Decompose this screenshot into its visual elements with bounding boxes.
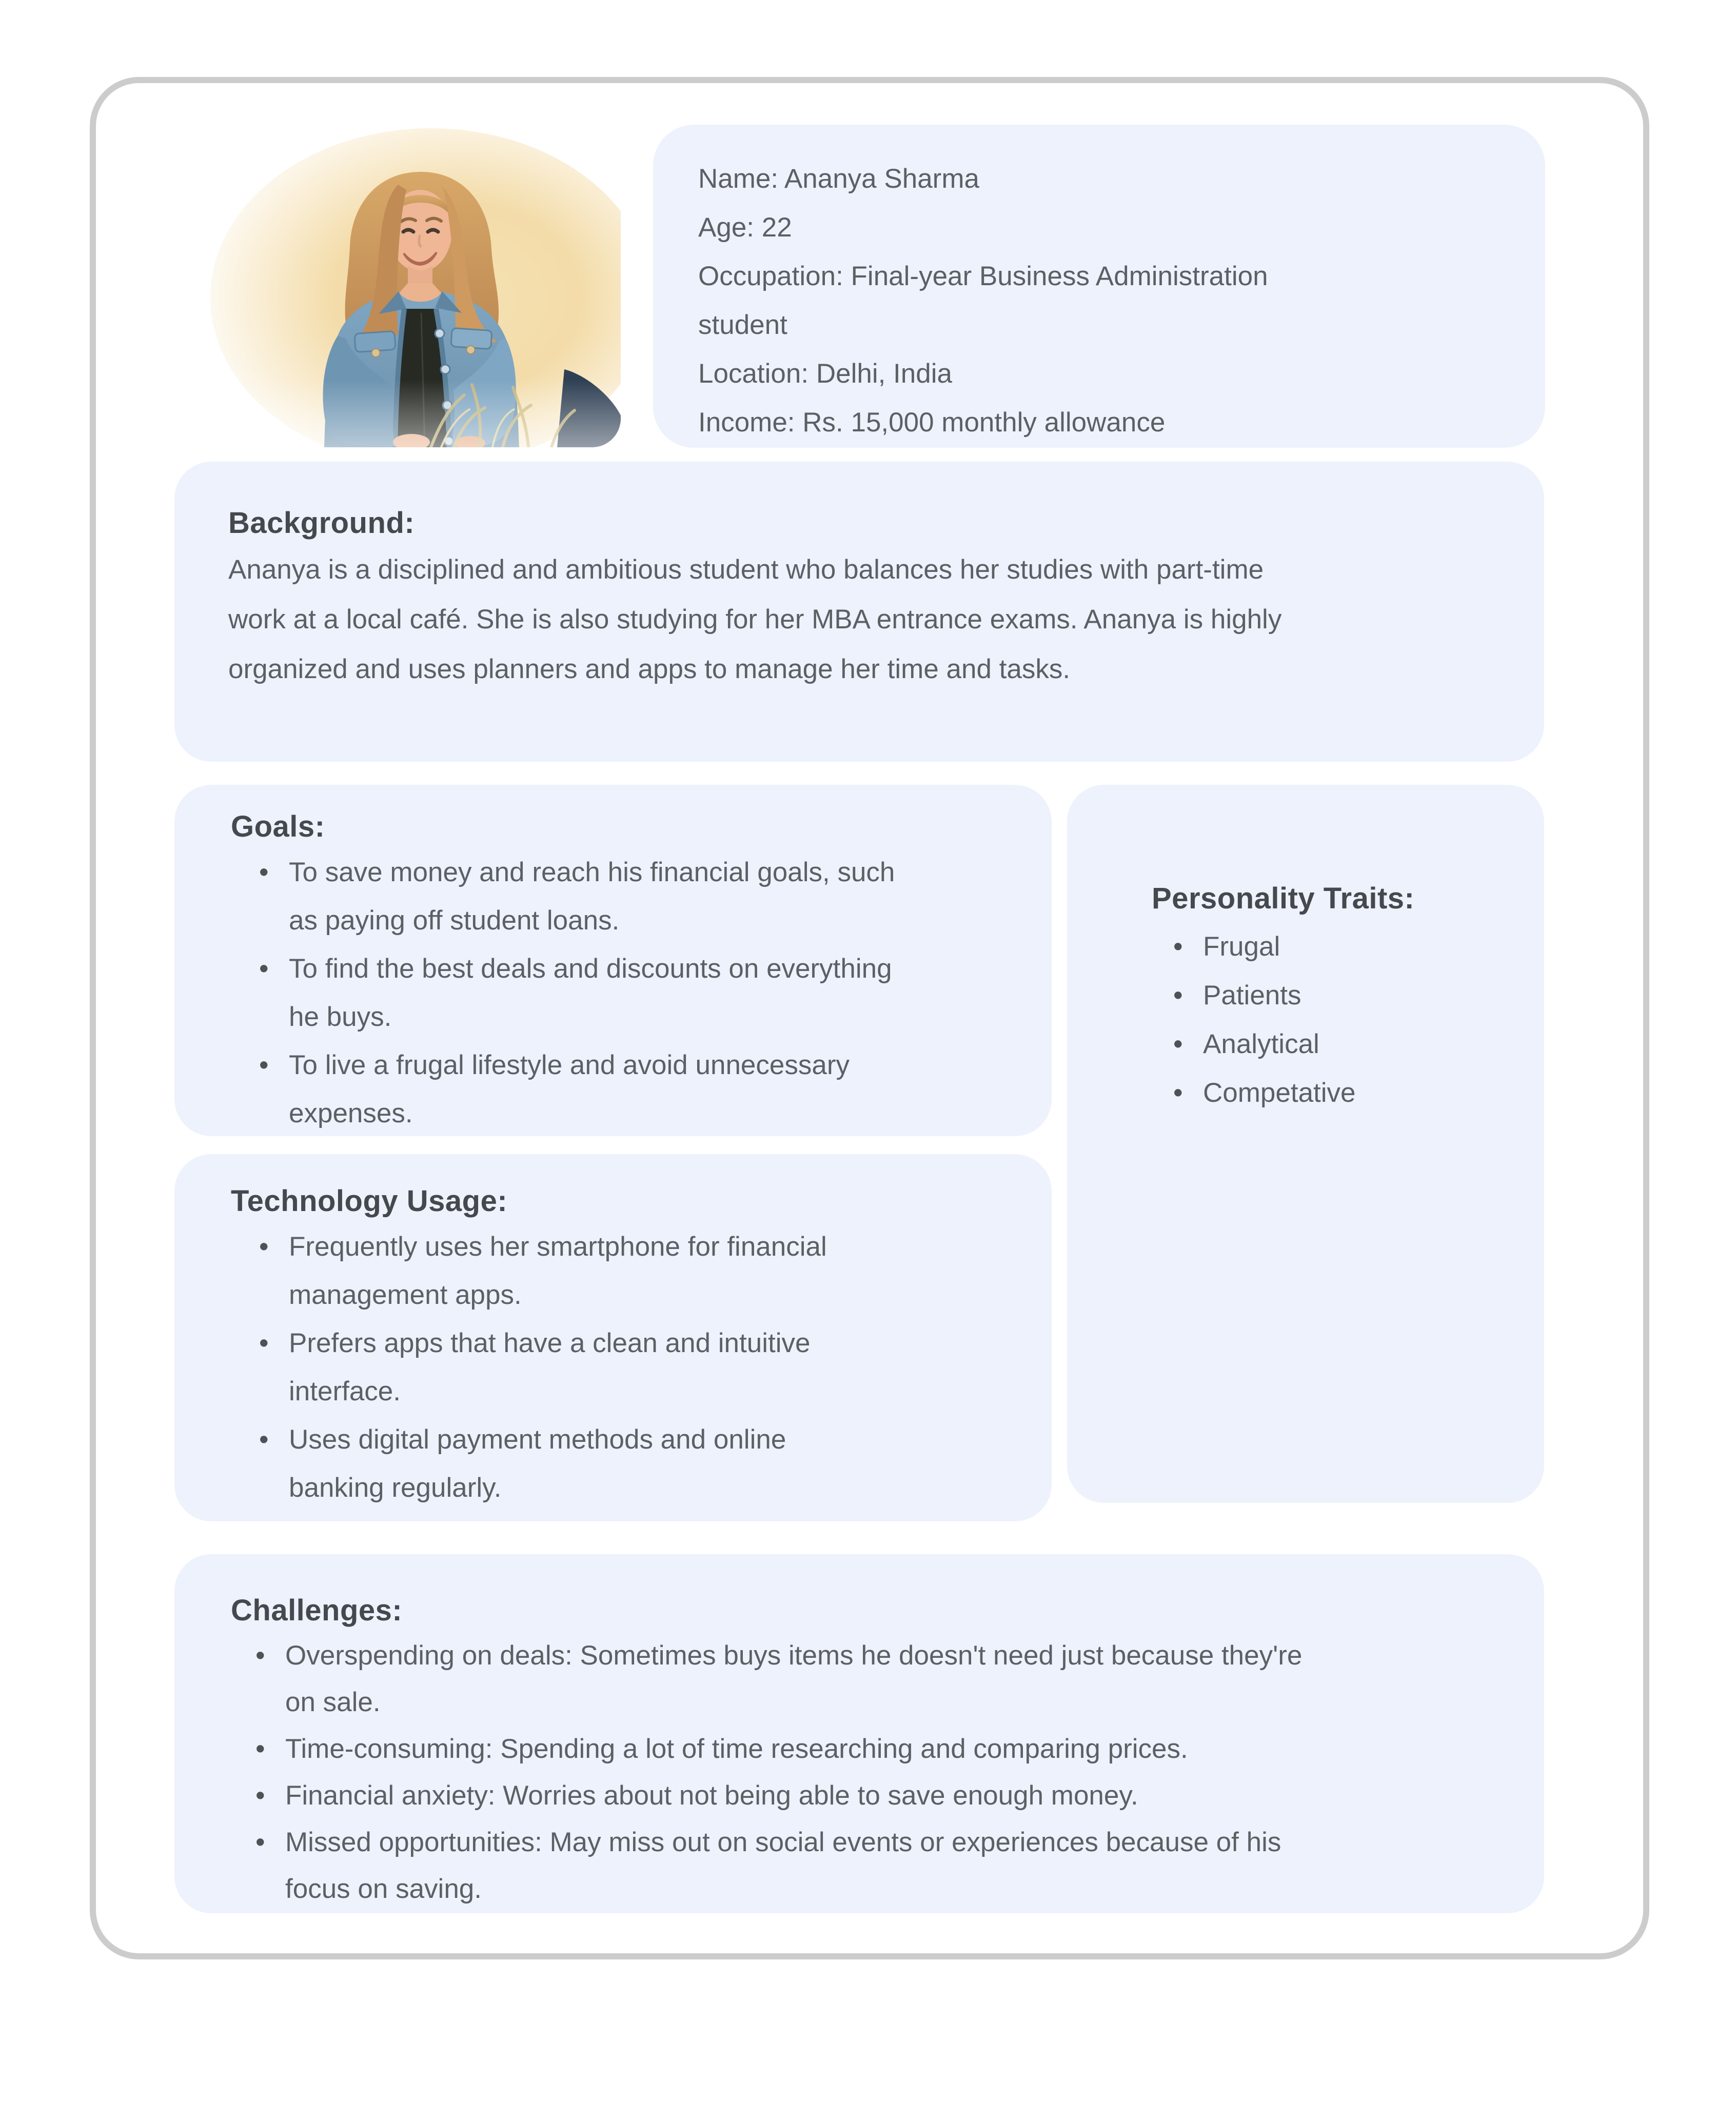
list-item-text: Analytical	[1203, 1029, 1319, 1059]
list-item	[1173, 971, 1524, 1020]
list-item-text: Missed opportunities: May miss out on social events or experiences because of his focus on saving.	[285, 1827, 1281, 1904]
list-item	[259, 1223, 1021, 1319]
goals-title: Goals:	[231, 810, 325, 843]
list-item-text: Frequently uses her smartphone for financial management apps.	[289, 1232, 827, 1310]
list-item	[1173, 922, 1524, 971]
persona-card	[90, 77, 1649, 1959]
bullet-icon: •	[255, 1640, 265, 1671]
bullet-icon: •	[255, 1734, 265, 1764]
bullet-icon: •	[1173, 1078, 1183, 1108]
profile-name: Name: Ananya Sharma	[698, 164, 979, 194]
list-item	[259, 1416, 1021, 1512]
list-item	[1173, 1068, 1524, 1117]
personality-list	[1173, 922, 1524, 1117]
background-title: Background:	[228, 506, 415, 540]
list-item-text: Uses digital payment methods and online banking regularly.	[289, 1424, 786, 1503]
list-item-text: Financial anxiety: Worries about not being able to save enough money.	[285, 1780, 1138, 1811]
bullet-icon: •	[259, 857, 269, 887]
list-item-text: To live a frugal lifestyle and avoid unnecessary expenses.	[289, 1050, 850, 1128]
list-item	[259, 848, 1021, 945]
bullet-icon: •	[259, 1232, 269, 1262]
bullet-icon: •	[1173, 1029, 1183, 1059]
persona-photo	[174, 128, 621, 447]
list-item	[255, 1632, 1508, 1726]
personality-section	[1067, 785, 1544, 1503]
list-item-text: Competative	[1203, 1078, 1356, 1108]
profile-income: Income: Rs. 15,000 monthly allowance	[698, 407, 1166, 438]
profile-location: Location: Delhi, India	[698, 359, 952, 389]
list-item-text: Prefers apps that have a clean and intuitive interface.	[289, 1328, 811, 1406]
list-item	[259, 1319, 1021, 1416]
list-item-text: To save money and reach his financial goals, such as paying off student loans.	[289, 857, 895, 936]
background-section	[174, 462, 1544, 762]
bullet-icon: •	[259, 1050, 269, 1080]
challenges-title: Challenges:	[231, 1594, 403, 1627]
list-item-text: Overspending on deals: Sometimes buys items he doesn't need just because they're on sale.	[285, 1640, 1303, 1717]
technology-title: Technology Usage:	[231, 1184, 508, 1218]
list-item	[1173, 1020, 1524, 1068]
challenges-section	[174, 1554, 1544, 1913]
bullet-icon: •	[259, 1328, 269, 1358]
profile-age: Age: 22	[698, 212, 792, 243]
bullet-icon: •	[259, 954, 269, 984]
list-item-text: Time-consuming: Spending a lot of time researching and comparing prices.	[285, 1734, 1188, 1764]
goals-list	[259, 848, 1021, 1138]
list-item-text: To find the best deals and discounts on everything he buys.	[289, 954, 892, 1032]
profile-occupation: Occupation: Final-year Business Administration student	[698, 261, 1268, 340]
list-item	[255, 1726, 1508, 1772]
bullet-icon: •	[259, 1424, 269, 1455]
list-item-text: Frugal	[1203, 931, 1280, 962]
list-item	[259, 945, 1021, 1041]
profile-info-box	[653, 125, 1545, 448]
technology-list	[259, 1223, 1021, 1512]
persona-photo-illustration	[174, 128, 621, 447]
list-item	[255, 1772, 1508, 1819]
list-item	[255, 1819, 1508, 1912]
bullet-icon: •	[255, 1827, 265, 1857]
bullet-icon: •	[1173, 980, 1183, 1010]
bullet-icon: •	[255, 1780, 265, 1811]
list-item-text: Patients	[1203, 980, 1301, 1010]
challenges-list	[255, 1632, 1508, 1912]
technology-section	[174, 1154, 1052, 1521]
personality-title: Personality Traits:	[1152, 882, 1415, 915]
background-text: Ananya is a disciplined and ambitious student who balances her studies with part-time work at a local café. She is also studying for her MBA entrance exams. Ananya is highly organized and uses planners and apps to manage her time and tasks.	[228, 554, 1282, 684]
bullet-icon: •	[1173, 931, 1183, 962]
list-item	[259, 1041, 1021, 1138]
goals-section	[174, 785, 1052, 1136]
